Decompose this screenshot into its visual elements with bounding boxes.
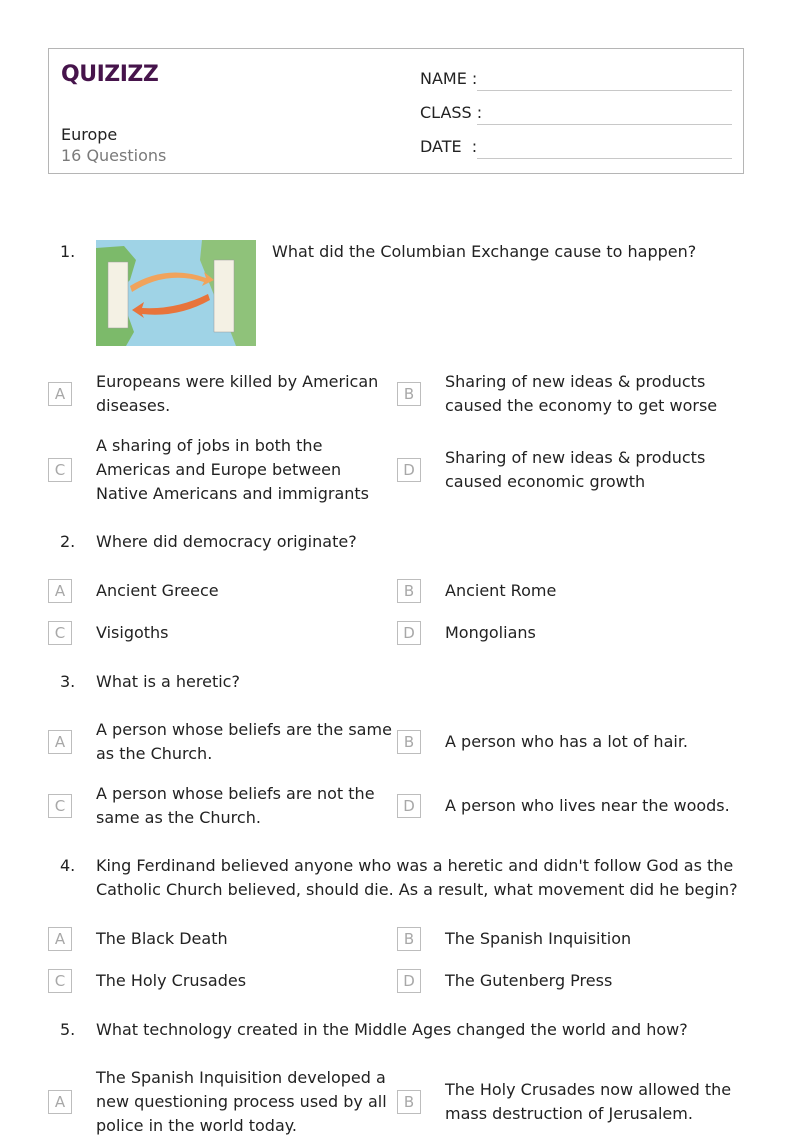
option-b-text[interactable]: A person who has a lot of hair.	[445, 732, 689, 751]
option-b-text[interactable]: The Spanish Inquisition	[445, 929, 632, 948]
option-b-text[interactable]: Ancient Rome	[445, 581, 557, 600]
option-d-text[interactable]: Mongolians	[445, 623, 536, 642]
option-c-text[interactable]: The Holy Crusades	[96, 971, 247, 990]
option-d-text[interactable]: Sharing of new ideas & products caused economic growth	[445, 448, 706, 491]
worksheet-title: Europe	[61, 125, 118, 144]
option-b-marker[interactable]: B	[397, 927, 421, 951]
date-field[interactable]	[420, 137, 477, 156]
name-line	[477, 90, 732, 91]
svg-text:QUIZIZZ: QUIZIZZ	[61, 62, 159, 87]
option-c-marker[interactable]: C	[48, 969, 72, 993]
date-label: DATE :	[420, 137, 478, 156]
class-label: CLASS :	[420, 103, 483, 122]
quizizz-logo	[61, 59, 159, 87]
option-a-marker[interactable]: A	[48, 927, 72, 951]
question-number: 3.	[60, 672, 76, 691]
option-b-marker[interactable]: B	[397, 382, 421, 406]
question-number: 2.	[60, 532, 76, 551]
option-a-marker[interactable]: A	[48, 1090, 72, 1114]
option-a-marker[interactable]: A	[48, 382, 72, 406]
question-number: 4.	[60, 856, 76, 875]
option-d-marker[interactable]: D	[397, 458, 421, 482]
question-number: 5.	[60, 1020, 76, 1039]
option-c-text[interactable]: A sharing of jobs in both the Americas and Europe between Native Americans and immigrants	[96, 436, 369, 503]
question-text: King Ferdinand believed anyone who was a heretic and didn't follow God as the Catholic Church believed, should die. As a result, what movement did he begin?	[96, 856, 738, 899]
option-a-text[interactable]: The Spanish Inquisition developed a new questioning process used by all police in the world today.	[96, 1068, 387, 1135]
option-d-marker[interactable]: D	[397, 969, 421, 993]
class-line	[477, 124, 732, 125]
option-b-text[interactable]: Sharing of new ideas & products caused the economy to get worse	[445, 372, 718, 415]
option-b-marker[interactable]: B	[397, 579, 421, 603]
option-b-marker[interactable]: B	[397, 1090, 421, 1114]
name-label: NAME :	[420, 69, 478, 88]
question-text: What is a heretic?	[96, 672, 240, 691]
option-c-marker[interactable]: C	[48, 621, 72, 645]
class-field[interactable]	[420, 103, 482, 122]
option-a-text[interactable]: The Black Death	[96, 929, 228, 948]
option-a-marker[interactable]: A	[48, 730, 72, 754]
option-b-marker[interactable]: B	[397, 730, 421, 754]
date-line	[477, 158, 732, 159]
question-text: What did the Columbian Exchange cause to happen?	[272, 242, 697, 261]
option-a-text[interactable]: Europeans were killed by American diseases.	[96, 372, 379, 415]
option-c-marker[interactable]: C	[48, 794, 72, 818]
option-c-text[interactable]: Visigoths	[96, 623, 169, 642]
option-a-text[interactable]: A person whose beliefs are the same as the Church.	[96, 720, 392, 763]
question-number: 1.	[60, 242, 76, 261]
question-text: What technology created in the Middle Ages changed the world and how?	[96, 1020, 688, 1039]
option-d-text[interactable]: A person who lives near the woods.	[445, 796, 730, 815]
option-b-text[interactable]: The Holy Crusades now allowed the mass destruction of Jerusalem.	[445, 1080, 732, 1123]
question-count: 16 Questions	[61, 146, 167, 165]
worksheet-header	[48, 48, 744, 174]
option-a-marker[interactable]: A	[48, 579, 72, 603]
option-a-text[interactable]: Ancient Greece	[96, 581, 219, 600]
name-field[interactable]	[420, 69, 477, 88]
option-d-marker[interactable]: D	[397, 794, 421, 818]
option-d-marker[interactable]: D	[397, 621, 421, 645]
option-d-text[interactable]: The Gutenberg Press	[445, 971, 613, 990]
option-c-text[interactable]: A person whose beliefs are not the same as the Church.	[96, 784, 375, 827]
question-text: Where did democracy originate?	[96, 532, 357, 551]
option-c-marker[interactable]: C	[48, 458, 72, 482]
columbian-exchange-map-image	[96, 240, 256, 346]
